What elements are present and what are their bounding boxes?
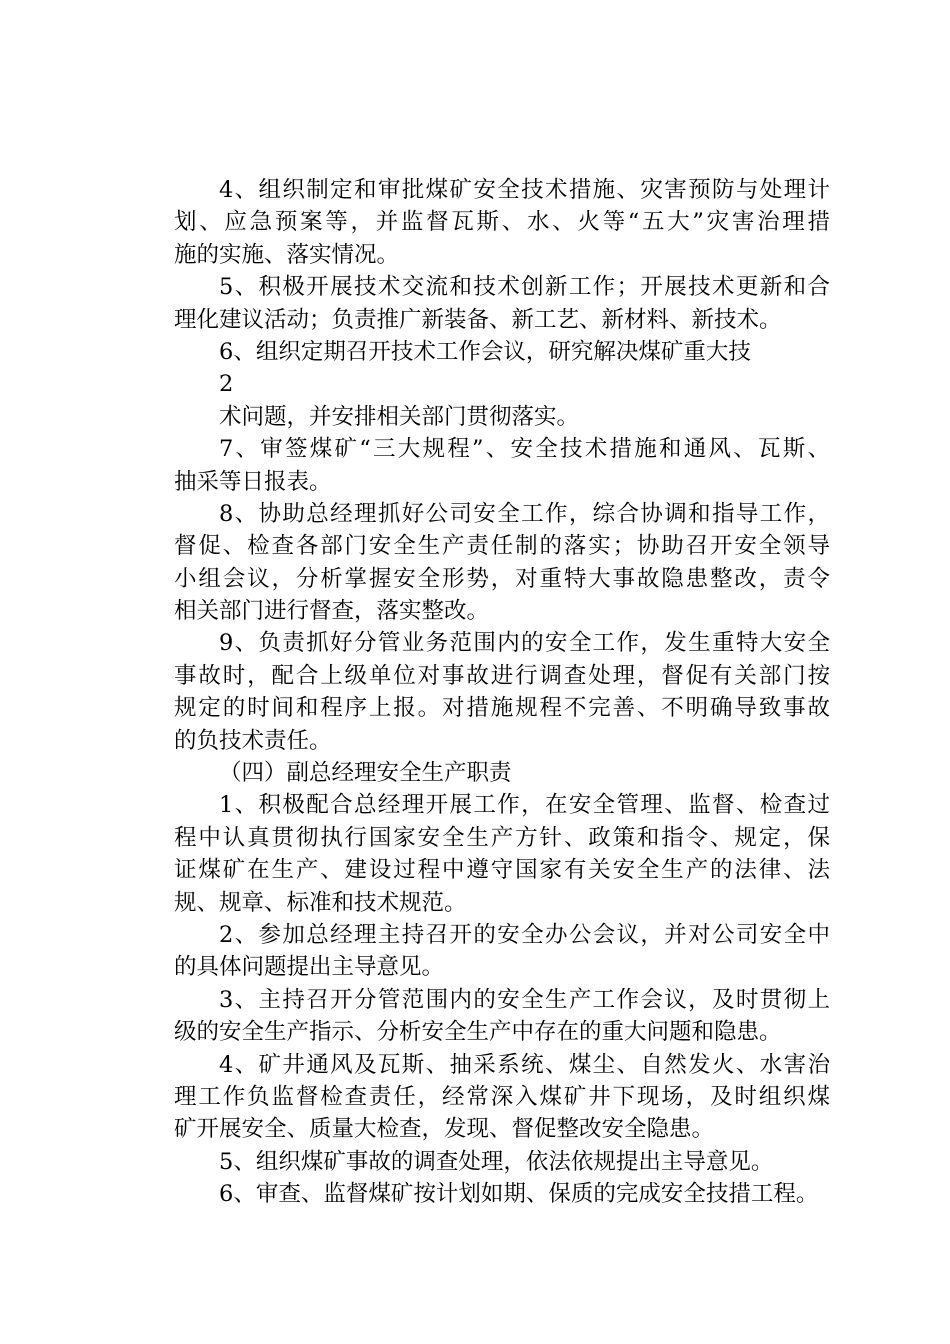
- text-line: 级的安全生产指示、分析安全生产中存在的重大问题和隐患。: [174, 1019, 782, 1046]
- text-line: 规定的时间和程序上报。对措施规程不完善、不明确导致事故: [174, 695, 830, 722]
- text-line: 的具体问题提出主导意见。: [174, 954, 445, 981]
- text-line: 的负技术责任。: [174, 727, 332, 754]
- text-line: 7、审签煤矿“三大规程”、安全技术措施和通风、瓦斯、: [219, 436, 830, 463]
- text-line: 2、参加总经理主持召开的安全办公会议，并对公司安全中: [219, 921, 830, 948]
- text-line: 术问题，并安排相关部门贯彻落实。: [219, 403, 580, 430]
- text-line: 3、主持召开分管范围内的安全生产工作会议，及时贯彻上: [219, 986, 830, 1013]
- section-heading: （四）副总经理安全生产职责: [219, 760, 512, 787]
- text-line: 划、应急预案等，并监督瓦斯、水、火等“五大”灾害治理措: [174, 209, 830, 236]
- text-line: 理工作负监督检查责任，经常深入煤矿井下现场，及时组织煤: [174, 1083, 830, 1110]
- text-line: 理化建议活动；负责推广新装备、新工艺、新材料、新技术。: [174, 306, 782, 333]
- text-line: 矿开展安全、质量大检查，发现、督促整改安全隐患。: [174, 1116, 715, 1143]
- text-line: 9、负责抓好分管业务范围内的安全工作，发生重特大安全: [219, 630, 830, 657]
- page-number: 2: [219, 371, 234, 398]
- text-line: 证煤矿在生产、建设过程中遵守国家有关安全生产的法律、法: [174, 857, 830, 884]
- text-line: 事故时，配合上级单位对事故进行调查处理，督促有关部门按: [174, 662, 830, 689]
- text-line: 1、积极配合总经理开展工作，在安全管理、监督、检查过: [219, 792, 830, 819]
- text-line: 规、规章、标准和技术规范。: [174, 889, 467, 916]
- text-line: 5、积极开展技术交流和技术创新工作；开展技术更新和合: [219, 274, 830, 301]
- text-line: 相关部门进行督查，落实整改。: [174, 598, 490, 625]
- text-line: 6、组织定期召开技术工作会议，研究解决煤矿重大技: [219, 338, 751, 365]
- text-line: 小组会议，分析掌握安全形势，对重特大事故隐患整改，责令: [174, 565, 830, 592]
- text-line: 5、组织煤矿事故的调查处理，依法依规提出主导意见。: [219, 1148, 774, 1175]
- text-line: 程中认真贯彻执行国家安全生产方针、政策和指令、规定，保: [174, 824, 830, 851]
- text-line: 4、矿井通风及瓦斯、抽采系统、煤尘、自然发火、水害治: [219, 1051, 830, 1078]
- text-line: 4、组织制定和审批煤矿安全技术措施、灾害预防与处理计: [219, 177, 830, 203]
- document-body: [174, 174, 830, 1211]
- text-line: 抽采等日报表。: [174, 468, 332, 495]
- text-line: 施的实施、落实情况。: [174, 241, 400, 268]
- text-line: 8、协助总经理抓好公司安全工作，综合协调和指导工作，: [219, 500, 830, 527]
- text-line: 6、审查、监督煤矿按计划如期、保质的完成安全技措工程。: [219, 1181, 819, 1208]
- text-line: 督促、检查各部门安全生产责任制的落实；协助召开安全领导: [174, 533, 830, 560]
